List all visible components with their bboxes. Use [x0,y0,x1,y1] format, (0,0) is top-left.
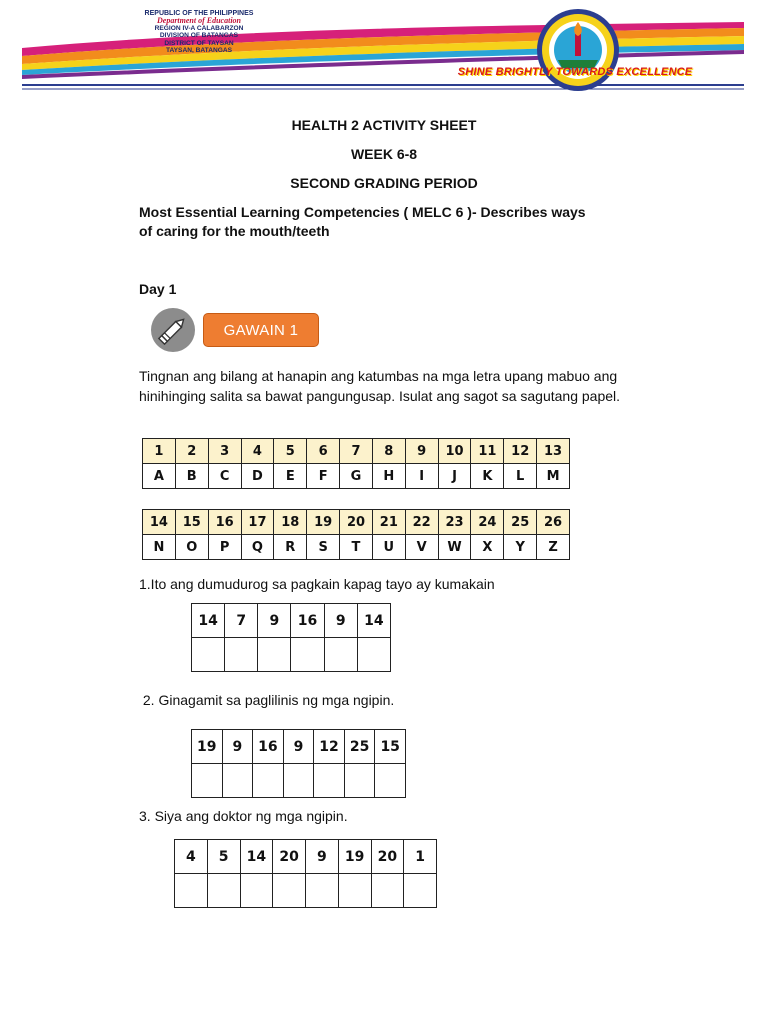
key-number-row [143,439,570,464]
key-number-cell: 6 [307,439,340,464]
seal-line-deped: Department of Education [156,16,241,26]
key-letter-cell: W [438,535,471,560]
key-number-cell: 20 [340,510,373,535]
grading-period-label: SECOND GRADING PERIOD [290,175,478,191]
answer-blank-cell[interactable] [273,874,306,908]
week-label: WEEK 6-8 [350,146,418,162]
answer-number-cell: 14 [192,604,225,638]
sheet-title: HEALTH 2 ACTIVITY SHEET [291,117,477,133]
answer-number-cell: 20 [371,840,404,874]
key-number-cell: 11 [471,439,504,464]
key-letter-cell: E [274,464,307,489]
key-number-cell: 22 [405,510,438,535]
question-3-text: 3. Siya ang doktor ng mga ngipin. [139,808,348,824]
key-letter-cell: Q [241,535,274,560]
answer-number-cell: 7 [225,604,258,638]
key-letter-cell: J [438,464,471,489]
key-letter-cell: K [471,464,504,489]
key-number-cell: 8 [372,439,405,464]
answer-number-cell: 9 [324,604,357,638]
key-number-cell: 5 [274,439,307,464]
question-3-answer-table [174,839,437,908]
answer-number-row [175,840,437,874]
seal-text-block [114,10,284,54]
answer-number-row [192,604,391,638]
key-letter-cell: Y [504,535,537,560]
activity-badge: GAWAIN 1 [203,313,319,347]
key-letter-cell: I [405,464,438,489]
answer-number-cell: 9 [306,840,339,874]
key-letter-cell: F [307,464,340,489]
question-1-text: 1.Ito ang dumudurog sa pagkain kapag tayo ay kumakain [139,576,495,592]
answer-blank-cell[interactable] [240,874,273,908]
key-letter-cell: Z [537,535,570,560]
seal-line-division: DIVISION OF BATANGAS [159,32,239,40]
key-number-cell: 10 [438,439,471,464]
key-number-cell: 1 [143,439,176,464]
answer-blank-cell[interactable] [404,874,437,908]
key-letter-cell: X [471,535,504,560]
key-number-cell: 21 [372,510,405,535]
answer-blank-cell[interactable] [344,764,375,798]
key-letter-cell: L [504,464,537,489]
answer-number-cell: 9 [283,730,314,764]
answer-number-cell: 20 [273,840,306,874]
answer-blank-cell[interactable] [222,764,253,798]
letter-key-table-2 [142,509,570,560]
school-motto: SHINE BRIGHTLY TOWARDS EXCELLENCE [457,66,693,78]
seal-line-town: TAYSAN, BATANGAS [165,47,233,55]
answer-number-cell: 15 [375,730,406,764]
key-letter-row [143,535,570,560]
answer-blank-cell[interactable] [192,764,223,798]
key-number-cell: 17 [241,510,274,535]
answer-blank-cell[interactable] [371,874,404,908]
answer-blank-cell[interactable] [175,874,208,908]
key-letter-cell: R [274,535,307,560]
answer-number-cell: 9 [222,730,253,764]
key-letter-row [143,464,570,489]
answer-blank-cell[interactable] [375,764,406,798]
answer-blank-row [175,874,437,908]
key-number-cell: 16 [208,510,241,535]
answer-blank-cell[interactable] [357,638,390,672]
answer-number-cell: 25 [344,730,375,764]
answer-number-cell: 12 [314,730,345,764]
key-number-cell: 7 [340,439,373,464]
answer-blank-cell[interactable] [314,764,345,798]
key-number-cell: 15 [175,510,208,535]
key-letter-cell: M [537,464,570,489]
question-1-answer-table [191,603,391,672]
answer-blank-cell[interactable] [306,874,339,908]
key-letter-cell: V [405,535,438,560]
school-seal-icon [537,9,619,91]
answer-blank-cell[interactable] [192,638,225,672]
key-number-cell: 14 [143,510,176,535]
key-letter-cell: S [307,535,340,560]
key-letter-cell: G [340,464,373,489]
answer-blank-row [192,638,391,672]
answer-blank-cell[interactable] [207,874,240,908]
answer-number-cell: 14 [357,604,390,638]
key-number-cell: 12 [504,439,537,464]
key-letter-cell: H [372,464,405,489]
answer-blank-cell[interactable] [324,638,357,672]
answer-number-row [192,730,406,764]
answer-blank-cell[interactable] [283,764,314,798]
answer-blank-cell[interactable] [338,874,371,908]
key-number-cell: 23 [438,510,471,535]
key-letter-cell: C [208,464,241,489]
key-number-cell: 25 [504,510,537,535]
answer-blank-row [192,764,406,798]
pencil-icon [151,308,195,352]
melc-statement: Most Essential Learning Competencies ( MELC 6 )- Describes ways of caring for the mouth/teeth [139,204,586,239]
answer-number-cell: 16 [253,730,284,764]
answer-blank-cell[interactable] [258,638,291,672]
answer-blank-cell[interactable] [291,638,324,672]
key-letter-cell: P [208,535,241,560]
question-2-answer-table [191,729,406,798]
key-number-cell: 18 [274,510,307,535]
key-letter-cell: D [241,464,274,489]
answer-number-cell: 19 [192,730,223,764]
key-letter-cell: N [143,535,176,560]
letter-key-table-1 [142,438,570,489]
key-letter-cell: O [175,535,208,560]
key-number-cell: 2 [175,439,208,464]
answer-number-cell: 1 [404,840,437,874]
key-number-cell: 3 [208,439,241,464]
key-letter-cell: A [143,464,176,489]
key-number-cell: 9 [405,439,438,464]
answer-blank-cell[interactable] [225,638,258,672]
day-label: Day 1 [139,281,177,297]
key-number-cell: 26 [537,510,570,535]
key-letter-cell: B [175,464,208,489]
seal-line-district: DISTRICT OF TAYSAN [164,39,234,47]
school-header-banner [22,8,744,94]
answer-number-cell: 5 [207,840,240,874]
seal-line-republic: REPUBLIC OF THE PHILIPPINES [144,10,254,17]
key-number-row [143,510,570,535]
answer-number-cell: 14 [240,840,273,874]
seal-line-region: REGION IV-A CALABARZON [154,24,244,32]
key-number-cell: 13 [537,439,570,464]
key-number-cell: 24 [471,510,504,535]
question-2-text: 2. Ginagamit sa paglilinis ng mga ngipin. [139,692,395,708]
key-number-cell: 19 [307,510,340,535]
answer-number-cell: 4 [175,840,208,874]
answer-number-cell: 19 [338,840,371,874]
answer-blank-cell[interactable] [253,764,284,798]
answer-number-cell: 9 [258,604,291,638]
key-letter-cell: U [372,535,405,560]
key-number-cell: 4 [241,439,274,464]
key-letter-cell: T [340,535,373,560]
instruction-text: Tingnan ang bilang at hanapin ang katumbas na mga letra upang mabuo ang hinihinging salita sa bawat pangungusap. Isulat ang sagot sa sagutang papel. [139,368,621,404]
answer-number-cell: 16 [291,604,324,638]
